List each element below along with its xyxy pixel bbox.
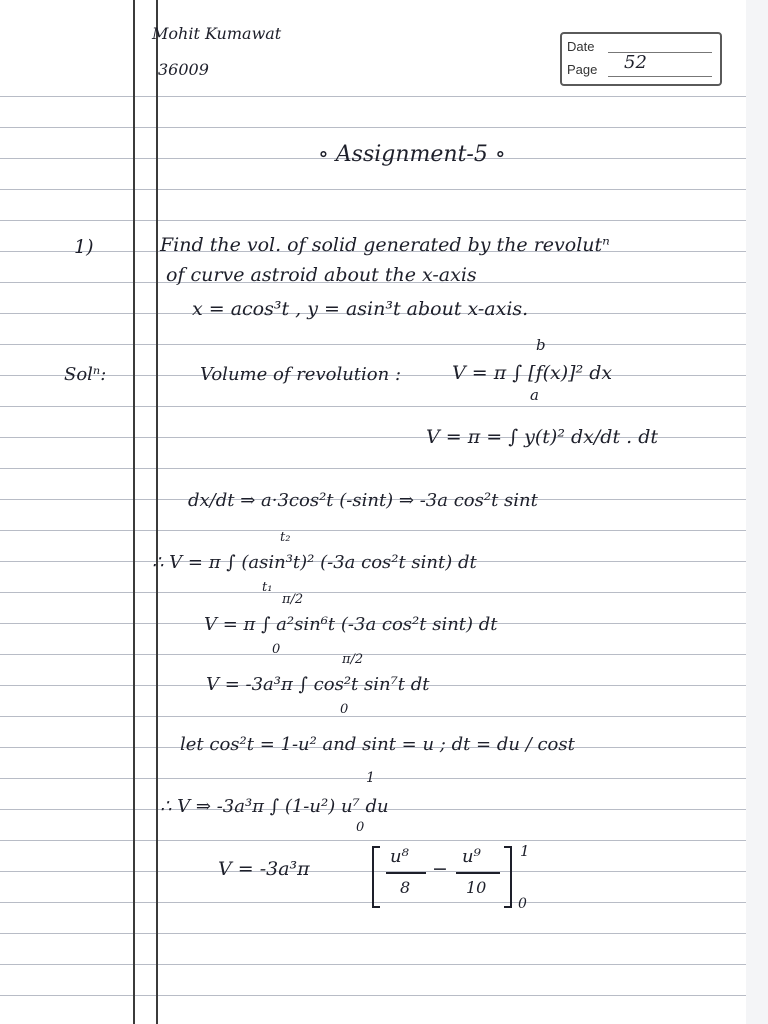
ruled-line	[0, 406, 768, 407]
substitution-line: let cos²t = 1-u² and sint = u ; dt = du / cost	[180, 734, 575, 755]
volume-formula: V = π ∫ [f(x)]² dx	[452, 362, 613, 384]
student-name: Mohit Kumawat	[152, 24, 282, 43]
left-bracket	[372, 846, 380, 908]
step-2-upper-limit: π/2	[282, 592, 304, 607]
ruled-line	[0, 716, 768, 717]
question-line-1: Find the vol. of solid generated by the revolutⁿ	[160, 234, 610, 256]
step-5-upper-limit: 1	[520, 842, 530, 860]
ruled-line	[0, 871, 768, 872]
roll-number: 36009	[158, 60, 209, 79]
step-1-lower-limit: t₁	[262, 580, 273, 595]
ruled-line	[0, 840, 768, 841]
margin-line-left	[133, 0, 135, 1024]
date-page-box	[560, 32, 722, 86]
fraction-2-bar	[456, 872, 500, 874]
step-1-upper-limit: t₂	[280, 530, 291, 545]
ruled-line	[0, 344, 768, 345]
ruled-line	[0, 778, 768, 779]
ruled-line	[0, 468, 768, 469]
question-line-3: x = acos³t , y = asin³t about x-axis.	[192, 298, 529, 320]
ruled-line	[0, 654, 768, 655]
ruled-line	[0, 592, 768, 593]
right-bracket	[504, 846, 512, 908]
ruled-line	[0, 964, 768, 965]
page-label: Page	[567, 62, 598, 77]
ruled-line	[0, 933, 768, 934]
step-3-upper-limit: π/2	[342, 652, 364, 667]
dxdt-line: dx/dt ⇒ a·3cos²t (-sint) ⇒ -3a cos²t sint	[188, 490, 538, 511]
page-title: ∘ Assignment-5 ∘	[318, 142, 506, 167]
step-4-upper-limit: 1	[366, 770, 375, 786]
step-5-prefix: V = -3a³π	[218, 858, 310, 880]
minus-sign: −	[432, 858, 448, 880]
step-4: ∴ V ⇒ -3a³π ∫ (1-u²) u⁷ du	[160, 796, 389, 817]
step-2: V = π ∫ a²sin⁶t (-3a cos²t sint) dt	[204, 614, 498, 635]
ruled-line	[0, 995, 768, 996]
solution-label: Solⁿ:	[64, 364, 107, 385]
ruled-line	[0, 530, 768, 531]
date-label: Date	[567, 39, 595, 54]
fraction-1-bar	[386, 872, 426, 874]
step-5-lower-limit: 0	[518, 896, 527, 912]
ruled-line	[0, 96, 768, 97]
step-3-lower-limit: 0	[340, 702, 349, 717]
ruled-line	[0, 902, 768, 903]
volume-text: Volume of revolution :	[200, 364, 402, 385]
step-4-lower-limit: 0	[356, 820, 365, 835]
margin-line-right	[156, 0, 158, 1024]
step-3: V = -3a³π ∫ cos²t sin⁷t dt	[206, 674, 430, 695]
step-1: ∴ V = π ∫ (asin³t)² (-3a cos²t sint) dt	[152, 552, 477, 573]
step-2-lower-limit: 0	[272, 642, 281, 657]
question-number: 1)	[74, 236, 94, 258]
ruled-line	[0, 127, 768, 128]
parametric-formula: V = π = ∫ y(t)² dx/dt . dt	[426, 426, 658, 448]
volume-lower-limit: a	[530, 386, 539, 404]
fraction-2-numerator: u⁹	[462, 846, 481, 867]
ruled-line	[0, 220, 768, 221]
page-edge	[746, 0, 768, 1024]
fraction-1-numerator: u⁸	[390, 846, 409, 867]
fraction-2-denominator: 10	[466, 878, 487, 897]
question-line-2: of curve astroid about the x-axis	[166, 264, 477, 286]
volume-upper-limit: b	[536, 336, 546, 354]
fraction-1-denominator: 8	[400, 878, 411, 897]
ruled-line	[0, 189, 768, 190]
page-number: 52	[624, 52, 647, 73]
